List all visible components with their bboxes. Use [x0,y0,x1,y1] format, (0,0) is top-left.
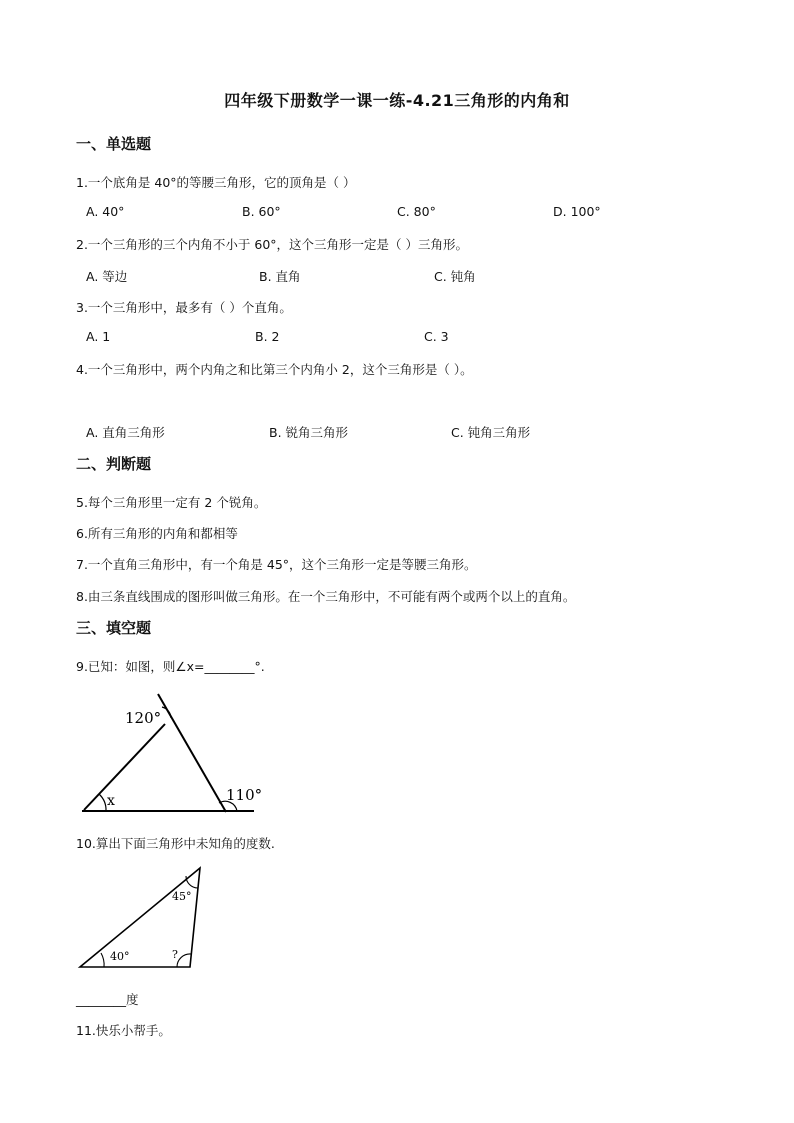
question-6: 6.所有三角形的内角和都相等 [76,526,238,541]
fig1-angle-x-arc [99,794,106,811]
fig1-label-110: 110° [226,786,263,804]
question-2: 2.一个三角形的三个内角不小于 60°，这个三角形一定是（ ）三角形。 [76,237,469,252]
q1-option-d[interactable]: D. 100° [553,204,601,219]
q4-option-a[interactable]: A. 直角三角形 [86,425,165,440]
fig2-label-40: 40° [110,950,130,963]
fig1-angle-120-arc [162,707,171,718]
q4-option-c[interactable]: C. 钝角三角形 [451,425,531,440]
fig2-angle-40-arc [101,953,104,967]
question-8: 8.由三条直线围成的图形叫做三角形。在一个三角形中，不可能有两个或两个以上的直角。 [76,589,576,604]
fig1-label-120: 120° [125,709,162,727]
question-7: 7.一个直角三角形中，有一个角是 45°，这个三角形一定是等腰三角形。 [76,557,477,572]
q1-option-a[interactable]: A. 40° [86,204,125,219]
question-9: 9.已知：如图，则∠x=________°. [76,659,265,674]
q2-option-a[interactable]: A. 等边 [86,269,128,284]
fig2-triangle [80,868,200,967]
q2-option-c[interactable]: C. 钝角 [434,269,476,284]
triangle-figure-1 [76,688,276,818]
fig2-angle-unknown-arc [177,954,191,967]
fig1-label-x: x [107,793,115,809]
q3-option-b[interactable]: B. 2 [255,329,280,344]
q1-option-b[interactable]: B. 60° [242,204,281,219]
q3-option-c[interactable]: C. 3 [424,329,449,344]
fig2-label-unknown: ? [172,948,178,961]
triangle-figure-2 [76,862,216,972]
section-heading-single-choice: 一、单选题 [76,135,152,153]
question-11: 11.快乐小帮手。 [76,1023,171,1038]
q4-option-b[interactable]: B. 锐角三角形 [269,425,349,440]
question-10-answer-blank[interactable]: ________度 [76,992,139,1007]
section-heading-true-false: 二、判断题 [76,455,152,473]
page-title: 四年级下册数学一课一练-4.21三角形的内角和 [224,91,570,110]
fig2-label-45: 45° [172,890,192,903]
section-heading-fill-in: 三、填空题 [76,619,152,637]
question-4: 4.一个三角形中，两个内角之和比第三个内角小 2，这个三角形是（ ）。 [76,362,473,377]
question-5: 5.每个三角形里一定有 2 个锐角。 [76,495,267,510]
question-3: 3.一个三角形中，最多有（ ）个直角。 [76,300,292,315]
question-1: 1.一个底角是 40°的等腰三角形，它的顶角是（ ） [76,175,356,190]
question-10: 10.算出下面三角形中未知角的度数. [76,836,275,851]
q1-option-c[interactable]: C. 80° [397,204,436,219]
fig1-left-side [84,724,165,810]
q3-option-a[interactable]: A. 1 [86,329,111,344]
q2-option-b[interactable]: B. 直角 [259,269,301,284]
